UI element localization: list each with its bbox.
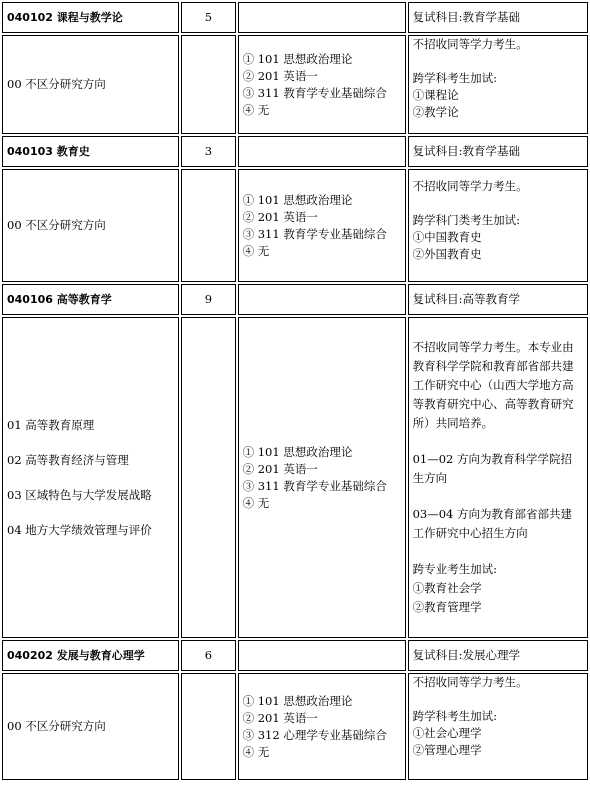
retest-subject: 复试科目:高等教育学 bbox=[408, 284, 588, 315]
remark-spacer bbox=[413, 53, 583, 70]
remarks-cell bbox=[408, 35, 588, 134]
exam-subject: ③ 312 心理学专业基础综合 bbox=[242, 727, 387, 742]
major-code-name: 040102 课程与教学论 bbox=[2, 2, 179, 33]
major-detail-row bbox=[2, 673, 588, 780]
major-detail-row bbox=[2, 317, 588, 638]
empty-cell bbox=[181, 35, 235, 134]
remark-line: 跨专业考生加试: bbox=[412, 562, 497, 576]
remark-line: 跨学科考生加试: bbox=[412, 71, 497, 85]
remark-spacer bbox=[413, 488, 583, 505]
exam-subject: ④ 无 bbox=[242, 744, 270, 759]
exam-subjects-cell bbox=[238, 35, 406, 134]
empty-cell bbox=[181, 673, 235, 780]
exam-subject: ① 101 思想政治理论 bbox=[242, 51, 353, 66]
retest-subject: 复试科目:发展心理学 bbox=[408, 640, 588, 671]
remark-paragraph: 不招收同等学力考生。本专业由教育科学学院和教育部省部共建工作研究中心（山西大学地方高等教育研究中心、高等教育研究所）共同培养。 bbox=[412, 340, 574, 430]
research-direction: 00 不区分研究方向 bbox=[7, 218, 106, 232]
remark-paragraph: 03—04 方向为教育部省部共建工作研究中心招生方向 bbox=[412, 507, 573, 540]
remark-spacer bbox=[413, 691, 583, 708]
exam-subject: ① 101 思想政治理论 bbox=[242, 192, 353, 207]
research-direction: 00 不区分研究方向 bbox=[7, 77, 106, 91]
major-code-name: 040202 发展与教育心理学 bbox=[2, 640, 179, 671]
exam-subject: ② 201 英语一 bbox=[242, 710, 318, 725]
remark-line: ②外国教育史 bbox=[412, 247, 482, 261]
exam-subjects-cell bbox=[238, 673, 406, 780]
empty-cell bbox=[238, 136, 406, 167]
remark-line: 不招收同等学力考生。 bbox=[412, 37, 528, 51]
exam-subjects-cell bbox=[238, 169, 406, 282]
major-code-name: 040106 高等教育学 bbox=[2, 284, 179, 315]
empty-cell bbox=[238, 284, 406, 315]
empty-cell bbox=[181, 317, 235, 638]
major-header-row bbox=[2, 640, 588, 671]
exam-subject: ④ 无 bbox=[242, 243, 270, 258]
enrollment-quota: 3 bbox=[181, 136, 235, 167]
retest-subject: 复试科目:教育学基础 bbox=[408, 136, 588, 167]
remarks-cell bbox=[408, 673, 588, 780]
major-header-row bbox=[2, 2, 588, 33]
exam-subject: ② 201 英语一 bbox=[242, 209, 318, 224]
remark-line: ①课程论 bbox=[412, 88, 459, 102]
remark-spacer bbox=[413, 433, 583, 450]
remarks-cell bbox=[408, 169, 588, 282]
research-direction: 03 区域特色与大学发展战略 bbox=[7, 487, 152, 502]
enrollment-quota: 5 bbox=[181, 2, 235, 33]
exam-subject: ④ 无 bbox=[242, 495, 270, 510]
research-direction-cell bbox=[2, 169, 179, 282]
remarks-cell bbox=[408, 317, 588, 638]
remark-line: 不招收同等学力考生。 bbox=[412, 675, 528, 689]
remark-line: ②教育管理学 bbox=[412, 600, 482, 614]
exam-subject: ④ 无 bbox=[242, 102, 270, 117]
remark-line: ①社会心理学 bbox=[412, 726, 482, 740]
research-direction-cell bbox=[2, 673, 179, 780]
research-direction: 02 高等教育经济与管理 bbox=[7, 452, 129, 467]
enrollment-quota: 9 bbox=[181, 284, 235, 315]
remark-line: ①教育社会学 bbox=[412, 581, 482, 595]
empty-cell bbox=[238, 640, 406, 671]
remark-spacer bbox=[413, 195, 583, 212]
enrollment-quota: 6 bbox=[181, 640, 235, 671]
remark-paragraph: 01—02 方向为教育科学学院招生方向 bbox=[412, 452, 573, 485]
research-direction: 01 高等教育原理 bbox=[7, 417, 95, 432]
major-code-name: 040103 教育史 bbox=[2, 136, 179, 167]
exam-subject: ③ 311 教育学专业基础综合 bbox=[242, 478, 387, 493]
remark-line: ②管理心理学 bbox=[412, 743, 482, 757]
remark-line: ①中国教育史 bbox=[412, 230, 482, 244]
research-direction: 00 不区分研究方向 bbox=[7, 719, 106, 733]
major-detail-row bbox=[2, 169, 588, 282]
exam-subject: ② 201 英语一 bbox=[242, 68, 318, 83]
exam-subject: ① 101 思想政治理论 bbox=[242, 444, 353, 459]
major-detail-row bbox=[2, 35, 588, 134]
exam-subject: ① 101 思想政治理论 bbox=[242, 693, 353, 708]
research-direction-cell bbox=[2, 35, 179, 134]
research-direction-cell bbox=[2, 317, 179, 638]
major-header-row bbox=[2, 284, 588, 315]
research-direction: 04 地方大学绩效管理与评价 bbox=[7, 522, 152, 537]
exam-subject: ② 201 英语一 bbox=[242, 461, 318, 476]
major-header-row bbox=[2, 136, 588, 167]
empty-cell bbox=[181, 169, 235, 282]
remark-line: 不招收同等学力考生。 bbox=[412, 179, 528, 193]
exam-subjects-cell bbox=[238, 317, 406, 638]
remark-line: 跨学科门类考生加试: bbox=[412, 213, 520, 227]
retest-subject: 复试科目:教育学基础 bbox=[408, 2, 588, 33]
exam-subject: ③ 311 教育学专业基础综合 bbox=[242, 85, 387, 100]
remark-spacer bbox=[413, 543, 583, 560]
exam-subject: ③ 311 教育学专业基础综合 bbox=[242, 226, 387, 241]
empty-cell bbox=[238, 2, 406, 33]
remark-line: ②教学论 bbox=[412, 105, 459, 119]
remark-line: 跨学科考生加试: bbox=[412, 709, 497, 723]
